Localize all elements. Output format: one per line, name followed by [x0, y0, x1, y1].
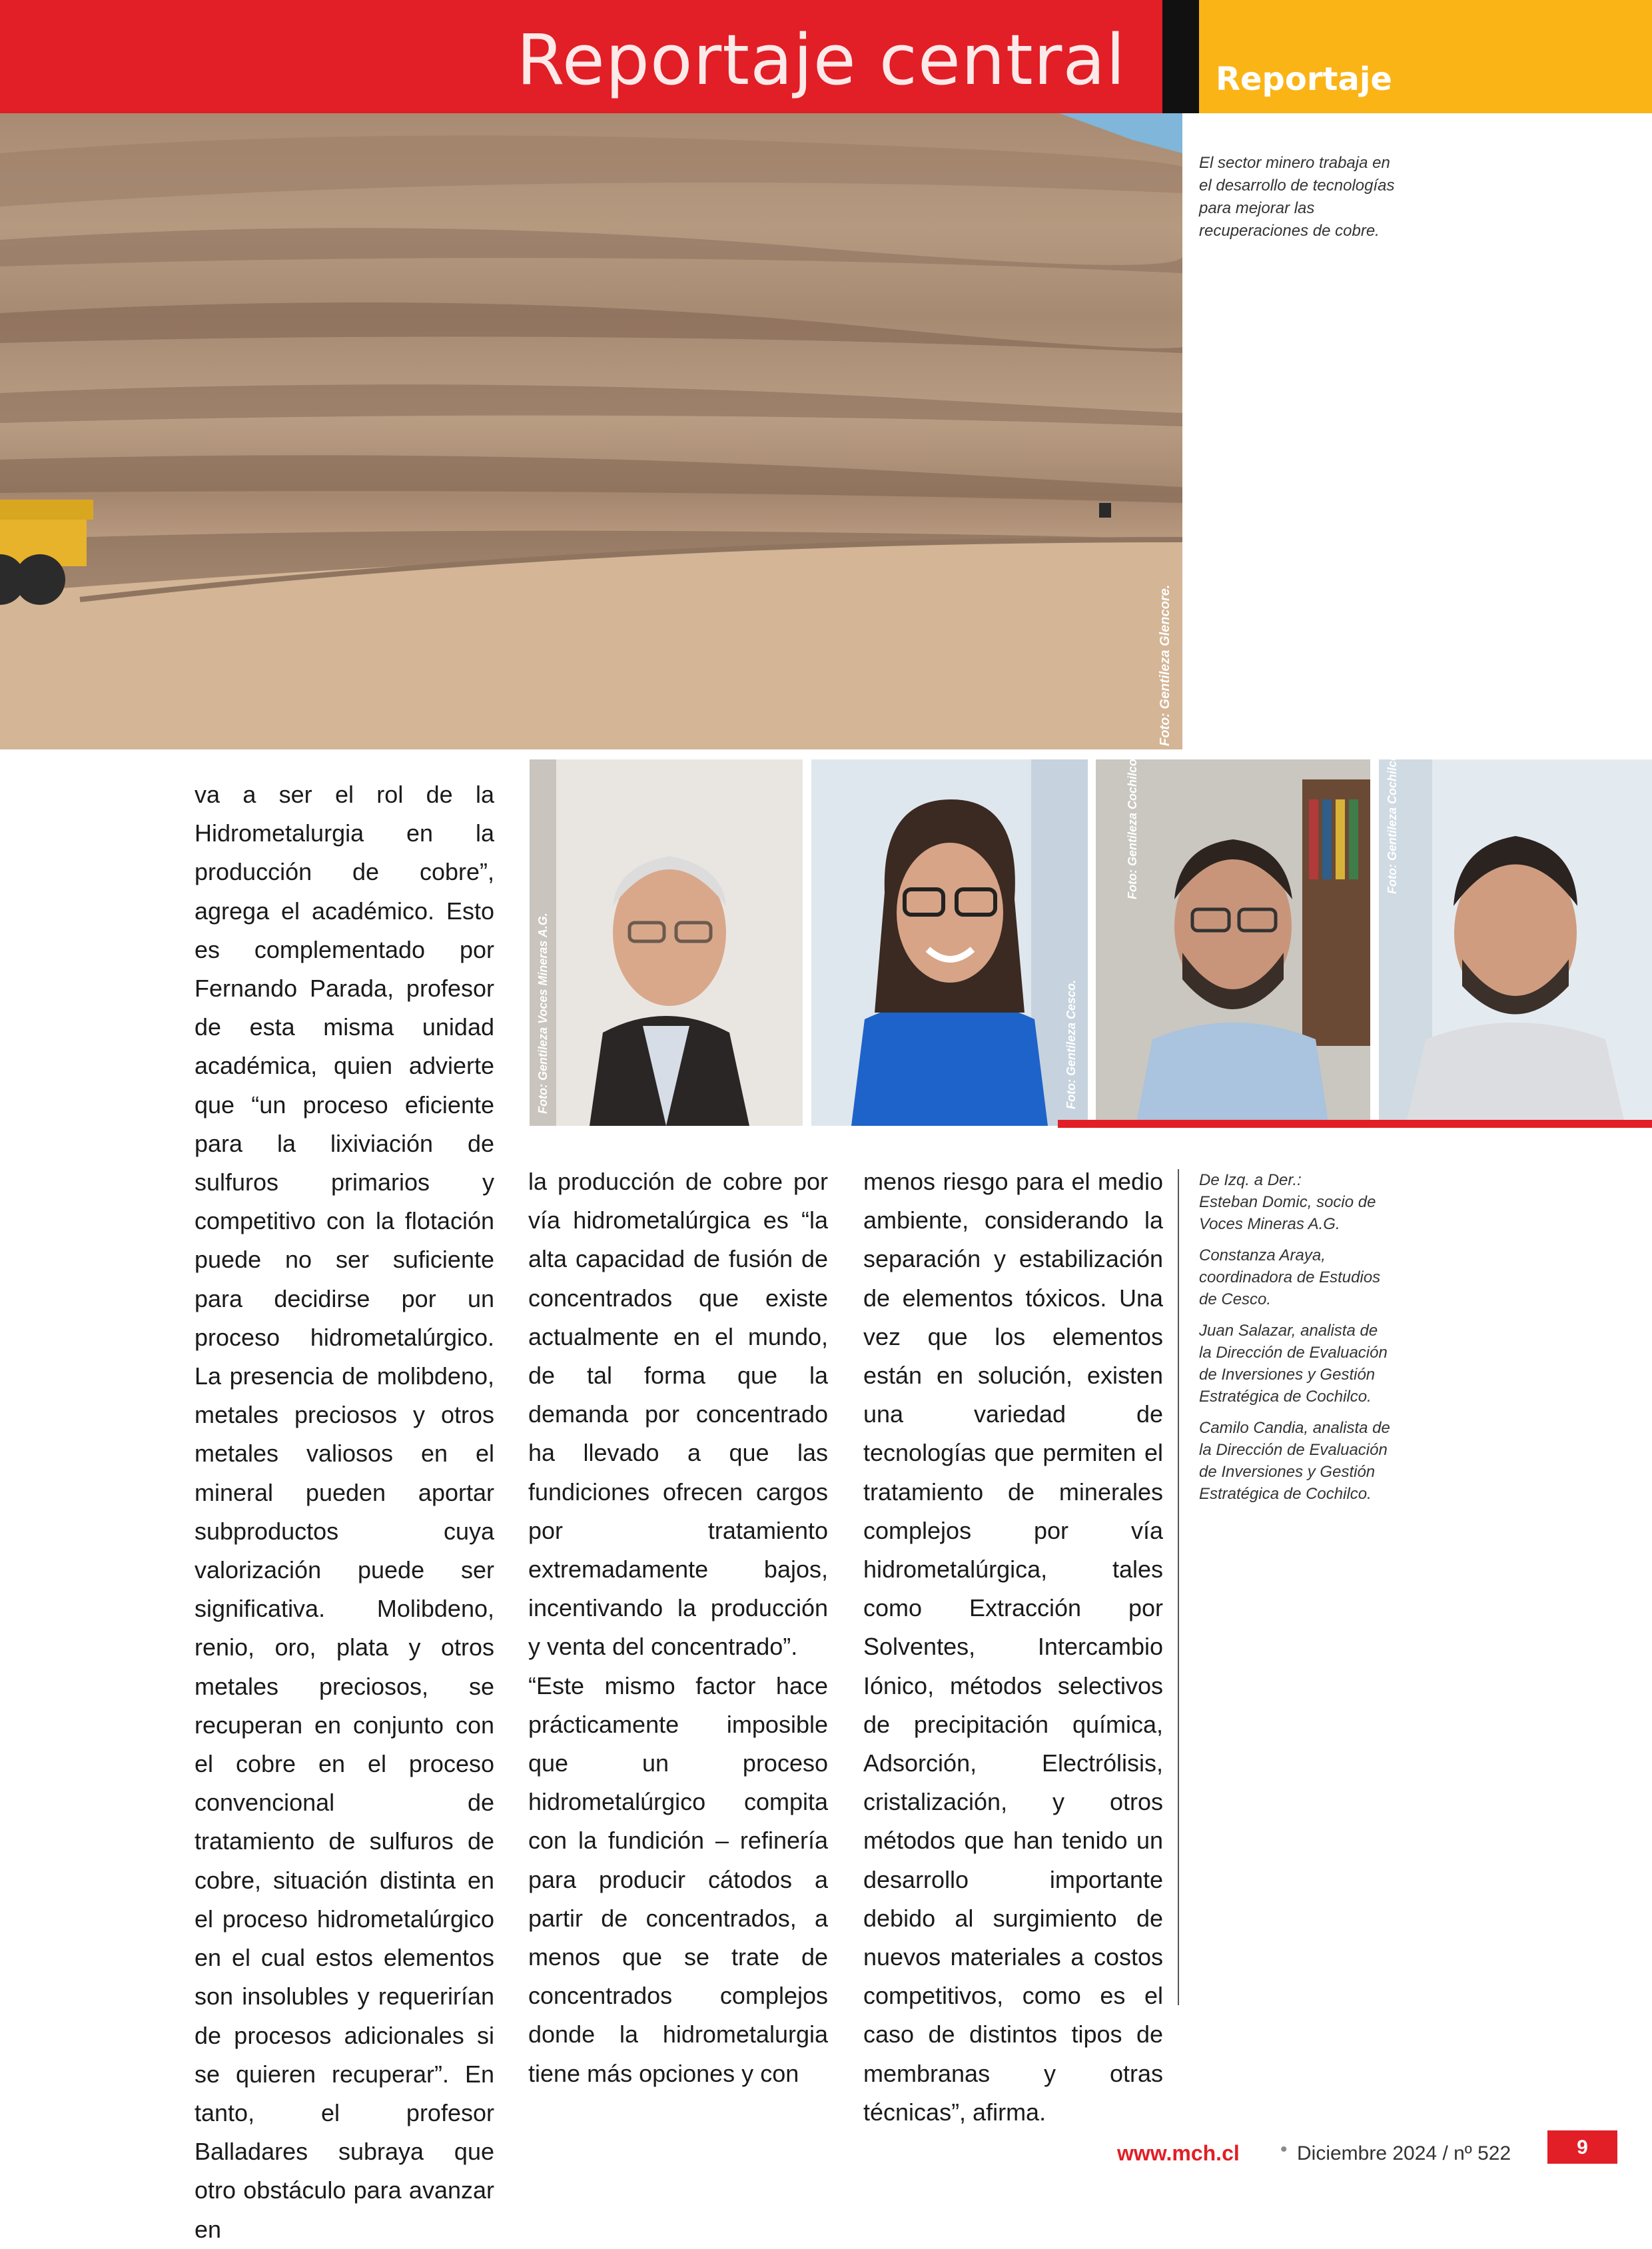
caption-person-1: De Izq. a Der.: Esteban Domic, socio de Voces Mineras A.G. — [1199, 1171, 1376, 1233]
caption-person-4: Camilo Candia, analista de la Dirección de Evaluación de Inversiones y Gestión Estratégica de Cochilco. — [1199, 1419, 1390, 1503]
caption-intro: De Izq. a Der.: — [1199, 1171, 1302, 1189]
body-column-1 — [195, 775, 494, 2249]
portrait-4-credit: Foto: Gentileza Cochilco. — [1386, 749, 1399, 894]
body-column-3 — [863, 1162, 1163, 2132]
portrait-red-rule — [1058, 1120, 1652, 1128]
caption-person-2: Constanza Araya, coordinadora de Estudios de Cesco. — [1199, 1246, 1381, 1308]
body-column-2 — [528, 1162, 828, 2093]
portrait-constanza-araya — [811, 759, 1088, 1126]
portrait-1-credit: Foto: Gentileza Voces Mineras A.G. — [536, 913, 550, 1114]
portrait-3-credit: Foto: Gentileza Cochilco. — [1126, 755, 1139, 899]
portrait-2-credit: Foto: Gentileza Cesco. — [1064, 979, 1078, 1109]
hero-mine-photo — [0, 113, 1182, 749]
column-3-text: menos riesgo para el medio ambiente, considerando la separación y estabilización de elementos tóxicos. Una vez que los elementos están en solución, existen una variedad de tecnologías que permiten el tratamiento de minerales complejos por vía hidrometalúrgica, tales como Extracción por Solventes, Intercambio Iónico, métodos selectivos de precipitación química, Adsorción, Electrólisis, cristalización, y otros métodos que han tenido un desarrollo importante debido al surgimiento de nuevos materiales a costos competitivos, como es el caso de distintos tipos de membranas y otras técnicas”, afirma. — [863, 1168, 1163, 2126]
caption-rule — [1178, 1169, 1179, 2005]
footer-issue: Diciembre 2024 / nº 522 — [1297, 2142, 1511, 2164]
portrait-captions — [1199, 1169, 1392, 1514]
hero-photo-credit: Foto: Gentileza Glencore. — [1158, 584, 1172, 746]
footer-separator: • — [1280, 2138, 1288, 2160]
hero-caption: El sector minero trabaja en el desarrollo de tecnologías para mejorar las recuperaciones de cobre. — [1199, 154, 1395, 240]
footer-url[interactable]: www.mch.cl — [1117, 2141, 1240, 2165]
portrait-camilo-candia — [1379, 759, 1652, 1126]
header-black-band — [1162, 0, 1199, 113]
caption-person-3: Juan Salazar, analista de la Dirección de Evaluación de Inversiones y Gestión Estratégica de Cochilco. — [1199, 1322, 1388, 1406]
page-number: 9 — [1577, 2136, 1588, 2158]
column-2-paragraph-1: la producción de cobre por vía hidrometalúrgica es “la alta capacidad de fusión de concentrados que existe actualmente en el mundo, de tal forma que la demanda por concentrado ha llevado a que las fundiciones ofrecen cargos por tratamiento extremadamente bajos, incentivando la producción y venta del concentrado”. — [528, 1168, 828, 1661]
portrait-esteban-domic — [530, 759, 803, 1126]
header-section-label: Reportaje — [1216, 61, 1392, 98]
mine-terraces-illustration — [0, 113, 1182, 749]
column-2-paragraph-2: “Este mismo factor hace prácticamente imposible que un proceso hidrometalúrgico compita con la fundición – refinería para producir cátodos a partir de concentrados, a menos que se trate de concentrados complejos donde la hidrometalurgia tiene más opciones y con — [528, 1671, 828, 2087]
header-title: Reportaje central — [516, 19, 1126, 101]
column-1-text: va a ser el rol de la Hidrometalurgia en la producción de cobre”, agrega el académico. Esto es complementado por Fernando Parada, profesor de esta misma unidad académica, quien advierte que “un proceso eficiente para la lixiviación de sulfuros primarios y competitivo con la flotación puede no ser suficiente para decidirse por un proceso hidrometalúrgico. La presencia de molibdeno, metales preciosos y otros metales valiosos en el mineral pueden aportar subproductos cuya valorización puede ser significativa. Molibdeno, renio, oro, plata y otros metales preciosos, se recuperan en conjunto con el cobre en el proceso convencional de tratamiento de sulfuros de cobre, situación distinta en el proceso hidrometalúrgico en el cual estos elementos son insolubles y requerirían de procesos adicionales si se quieren recuperar”. En tanto, el profesor Balladares subraya que otro obstáculo para avanzar en — [195, 781, 494, 2243]
